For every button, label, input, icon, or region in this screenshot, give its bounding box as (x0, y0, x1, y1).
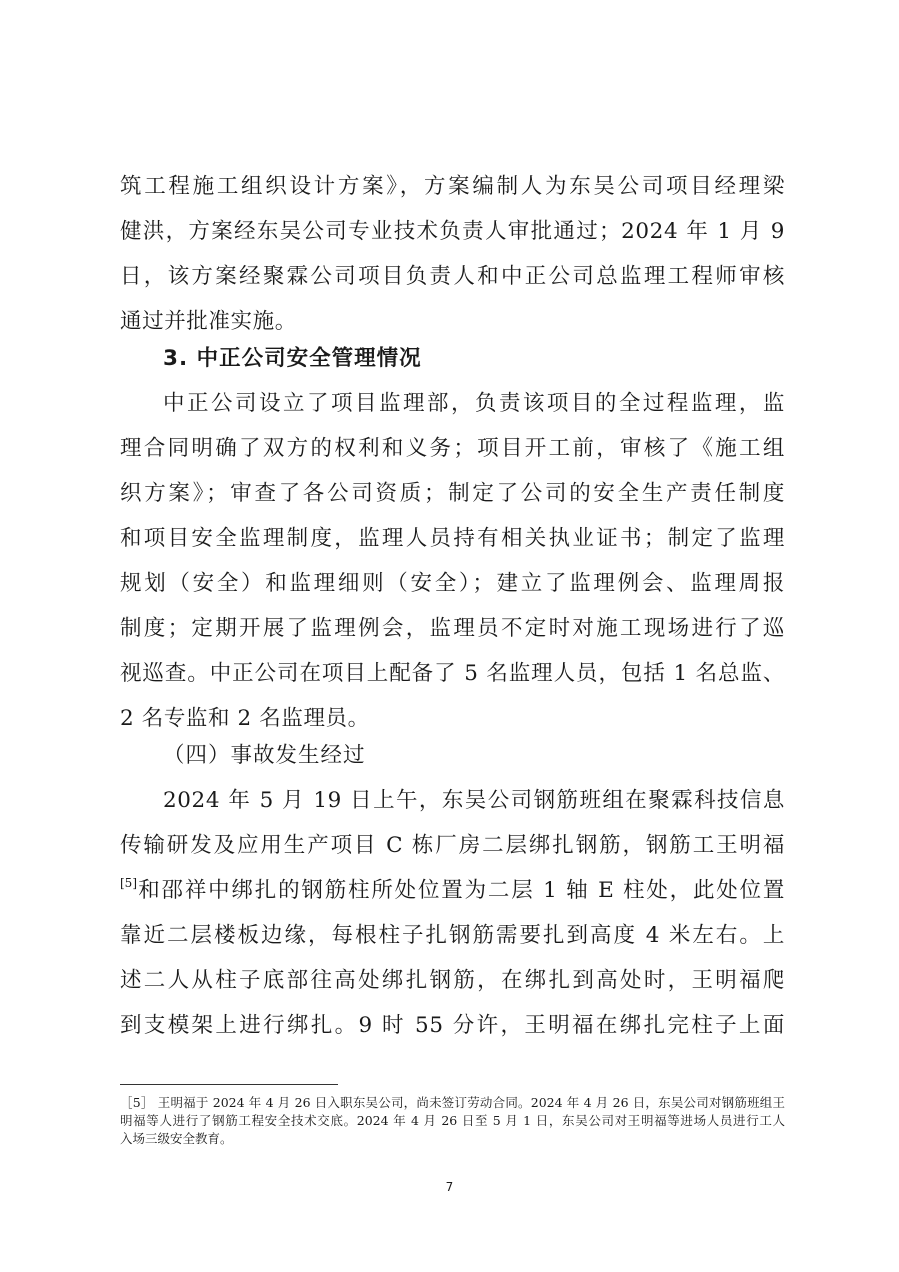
body-line: 视巡查。中正公司在项目上配备了 5 名监理人员，包括 1 名总监、 (120, 661, 785, 686)
footnote-line: 入场三级安全教育。 (120, 1131, 233, 1146)
body-line: 中正公司设立了项目监理部，负责该项目的全过程监理，监 (163, 391, 785, 416)
body-line: 2024 年 5 月 19 日上午，东吴公司钢筋班组在聚霖科技信息 (163, 788, 785, 813)
body-line: 筑工程施工组织设计方案》，方案编制人为东吴公司项目经理梁 (120, 174, 785, 199)
body-line: 理合同明确了双方的权利和义务；项目开工前，审核了《施工组 (120, 436, 785, 461)
body-line: 2 名专监和 2 名监理员。 (120, 706, 370, 731)
body-line: 通过并批准实施。 (120, 309, 297, 334)
body-line: 传输研发及应用生产项目 C 栋厂房二层绑扎钢筋，钢筋工王明福 (120, 833, 785, 858)
body-line: 和项目安全监理制度，监理人员持有相关执业证书；制定了监理 (120, 526, 785, 551)
section-heading: 3. 中正公司安全管理情况 (163, 346, 422, 371)
body-line: 述二人从柱子底部往高处绑扎钢筋，在绑扎到高处时，王明福爬 (120, 968, 785, 993)
body-line: 制度；定期开展了监理例会，监理员不定时对施工现场进行了巡 (120, 616, 785, 641)
body-line: 织方案》；审查了各公司资质；制定了公司的安全生产责任制度 (120, 481, 785, 506)
body-line: 靠近二层楼板边缘，每根柱子扎钢筋需要扎到高度 4 米左右。上 (120, 923, 785, 948)
section-heading: （四）事故发生经过 (163, 743, 366, 768)
body-line: 日，该方案经聚霖公司项目负责人和中正公司总监理工程师审核 (120, 264, 785, 289)
footnote-line: ［5］ 王明福于 2024 年 4 月 26 日入职东吴公司，尚未签订劳动合同。2024 年 4 月 26 日，东吴公司对钢筋班组王 (120, 1095, 785, 1110)
footnote-divider (120, 1084, 338, 1085)
page-number: 7 (445, 1180, 454, 1194)
footnote-line: 明福等人进行了钢筋工程安全技术交底。2024 年 4 月 26 日至 5 月 1 日，东吴公司对王明福等进场人员进行工人 (120, 1113, 785, 1128)
footnote-reference[interactable]: [5] (120, 876, 137, 890)
body-line-with-footnote (120, 876, 785, 906)
body-line: 到支模架上进行绑扎。9 时 55 分许，王明福在绑扎完柱子上面 (120, 1013, 785, 1038)
body-line-text: 和邵祥中绑扎的钢筋柱所处位置为二层 1 轴 E 柱处，此处位置 (137, 878, 785, 903)
body-line: 规划（安全）和监理细则（安全）；建立了监理例会、监理周报 (120, 571, 785, 596)
body-line: 健洪，方案经东吴公司专业技术负责人审批通过；2024 年 1 月 9 (120, 219, 785, 244)
